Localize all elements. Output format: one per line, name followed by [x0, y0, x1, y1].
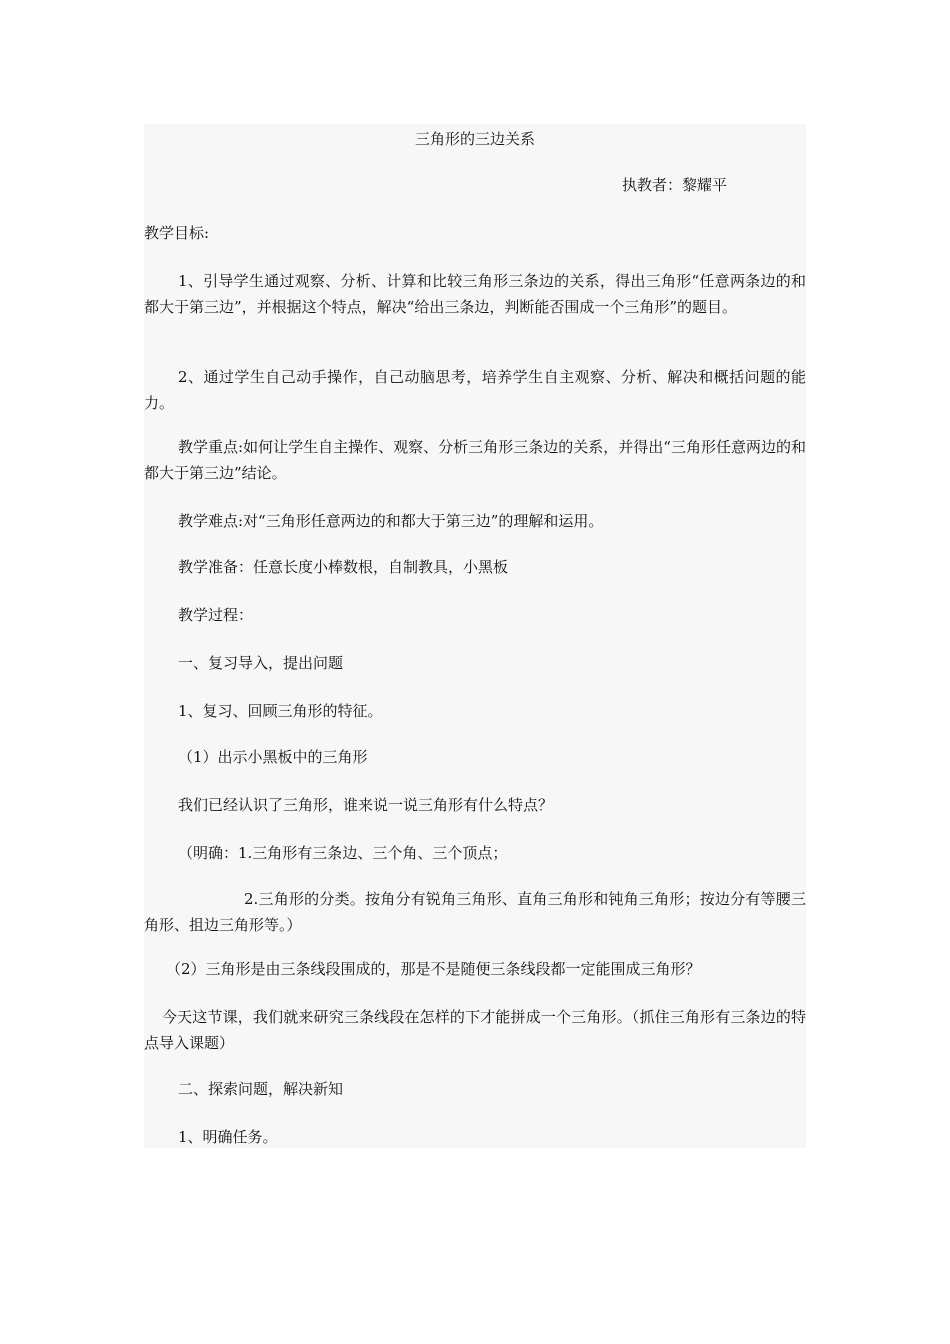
document-title: 三角形的三边关系 — [414, 130, 535, 148]
question-1-paragraph: 我们已经认识了三角形，谁来说一说三角形有什么特点？ — [178, 796, 554, 814]
document-page — [144, 124, 806, 1148]
clarify-1-paragraph: （明确：1.三角形有三条边、三个角、三个顶点； — [178, 844, 508, 862]
review-item: 1、复习、回顾三角形的特征。 — [178, 702, 383, 720]
preparation-paragraph: 教学准备：任意长度小棒数根，自制教具，小黑板 — [178, 558, 509, 576]
clarify-2-paragraph: 2.三角形的分类。按角分有锐角三角形、直角三角形和钝角三角形；按边分有等腰三角形、抯边三角形等。） — [144, 890, 806, 934]
goal-1-paragraph: 1、引导学生通过观察、分析、计算和比较三角形三条边的关系，得出三角形“任意两条边的和都大于第三边”，并根据这个特点，解决“给出三条边，判断能否围成一个三角形”的题目。 — [144, 272, 806, 316]
goal-2-paragraph: 2、通过学生自己动手操作，自己动脑思考，培养学生自主观察、分析、解决和概括问题的能力。 — [144, 368, 806, 412]
step-1-item: （1）出示小黑板中的三角形 — [178, 748, 368, 766]
task-item: 1、明确任务。 — [178, 1128, 278, 1146]
intro-paragraph: 今天这节课，我们就来研究三条线段在怎样的下才能拼成一个三角形。（抓住三角形有三条边的特点导入课题） — [144, 1008, 806, 1052]
goals-heading: 教学目标: — [144, 224, 210, 242]
section-2-heading: 二、探索问题，解决新知 — [178, 1080, 344, 1098]
author-line: 执教者：黎耀平 — [622, 176, 728, 194]
difficulty-paragraph: 教学难点:对“三角形任意两边的和都大于第三边”的理解和运用。 — [178, 512, 604, 530]
process-heading: 教学过程： — [178, 606, 254, 624]
section-1-heading: 一、复习导入，提出问题 — [178, 654, 344, 672]
step-2-paragraph: （2）三角形是由三条线段围成的，那是不是随便三条线段都一定能围成三角形？ — [166, 960, 701, 978]
key-point-paragraph: 教学重点:如何让学生自主操作、观察、分析三角形三条边的关系，并得出“三角形任意两边的和都大于第三边”结论。 — [144, 438, 806, 482]
